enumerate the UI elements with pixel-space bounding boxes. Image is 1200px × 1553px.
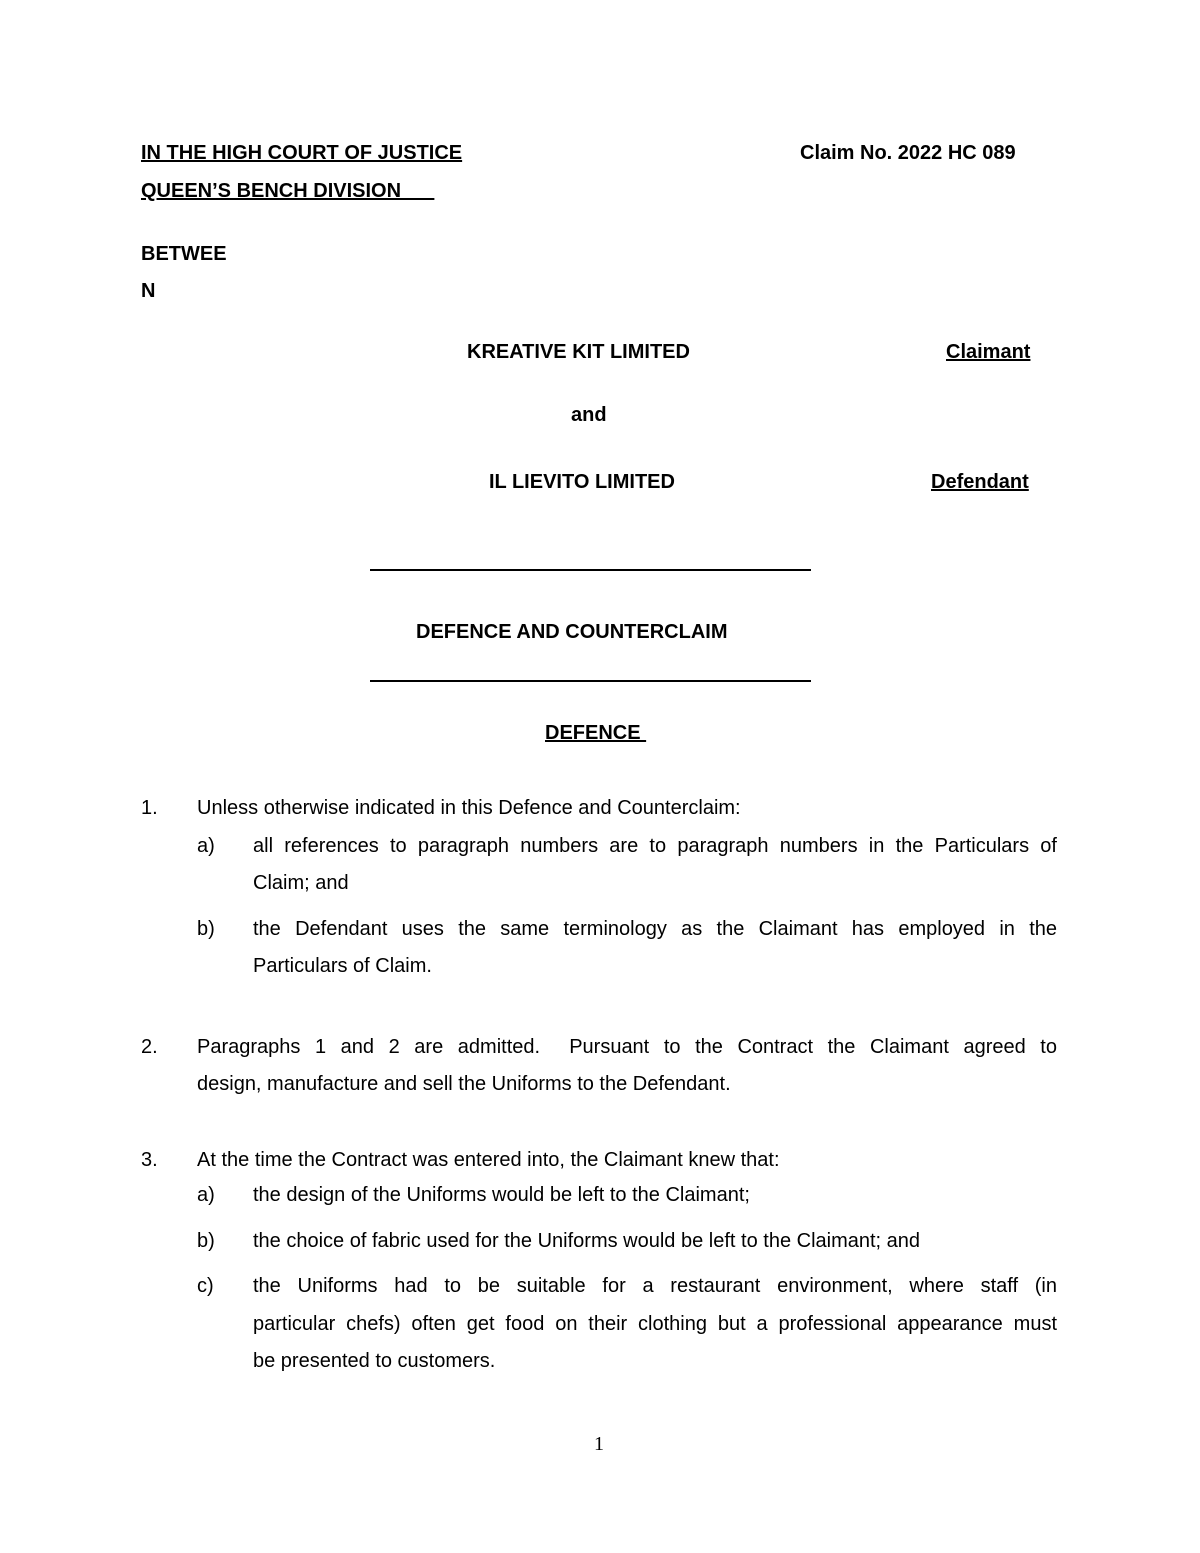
defendant-role: Defendant — [931, 471, 1029, 493]
page-number: 1 — [594, 1433, 604, 1455]
paragraph-1-item-a-label: a) — [197, 835, 215, 857]
defendant-name: IL LIEVITO LIMITED — [489, 471, 675, 493]
claimant-role: Claimant — [946, 341, 1031, 363]
between-label-part2: N — [141, 280, 156, 302]
paragraph-1-item-b-label: b) — [197, 918, 215, 940]
court-division: QUEEN’S BENCH DIVISION — [141, 180, 435, 202]
paragraph-2-line1: Paragraphs 1 and 2 are admitted. Pursuant to the Contract the Claimant agreed to — [197, 1036, 1057, 1058]
paragraph-3-item-c-line3: be presented to customers. — [253, 1350, 496, 1372]
paragraph-3-item-a-label: a) — [197, 1184, 215, 1206]
title-rule-bottom — [370, 680, 811, 682]
paragraph-1-item-b-line1: the Defendant uses the same terminology as the Claimant has employed in the — [253, 918, 1057, 940]
claimant-name: KREATIVE KIT LIMITED — [467, 341, 690, 363]
paragraph-2-number: 2. — [141, 1036, 158, 1058]
claim-number: Claim No. 2022 HC 089 — [800, 142, 1016, 164]
paragraph-1-number: 1. — [141, 797, 158, 819]
and-separator: and — [571, 404, 607, 426]
paragraph-3-item-a-line1: the design of the Uniforms would be left to the Claimant; — [253, 1184, 750, 1206]
paragraph-1-item-b-line2: Particulars of Claim. — [253, 955, 432, 977]
paragraph-3-number: 3. — [141, 1149, 158, 1171]
paragraph-3-item-b-label: b) — [197, 1230, 215, 1252]
court-name: IN THE HIGH COURT OF JUSTICE — [141, 142, 463, 164]
paragraph-3-item-b-line1: the choice of fabric used for the Uniforms would be left to the Claimant; and — [253, 1230, 921, 1252]
paragraph-1-text: Unless otherwise indicated in this Defence and Counterclaim: — [197, 797, 741, 819]
paragraph-3-item-c-line1: the Uniforms had to be suitable for a restaurant environment, where staff (in — [253, 1275, 1057, 1297]
paragraph-3-item-c-label: c) — [197, 1275, 214, 1297]
title-rule-top — [370, 569, 811, 571]
paragraph-3-item-c-line2: particular chefs) often get food on their clothing but a professional appearance must — [253, 1313, 1057, 1335]
paragraph-1-item-a-line2: Claim; and — [253, 872, 349, 894]
between-label-part1: BETWEE — [141, 243, 227, 265]
paragraph-1-item-a-line1: all references to paragraph numbers are to paragraph numbers in the Particulars of — [253, 835, 1057, 857]
paragraph-3-text: At the time the Contract was entered into, the Claimant knew that: — [197, 1149, 780, 1171]
section-heading-defence: DEFENCE — [545, 722, 647, 744]
document-title: DEFENCE AND COUNTERCLAIM — [416, 621, 728, 643]
paragraph-2-line2: design, manufacture and sell the Uniforms to the Defendant. — [197, 1073, 731, 1095]
